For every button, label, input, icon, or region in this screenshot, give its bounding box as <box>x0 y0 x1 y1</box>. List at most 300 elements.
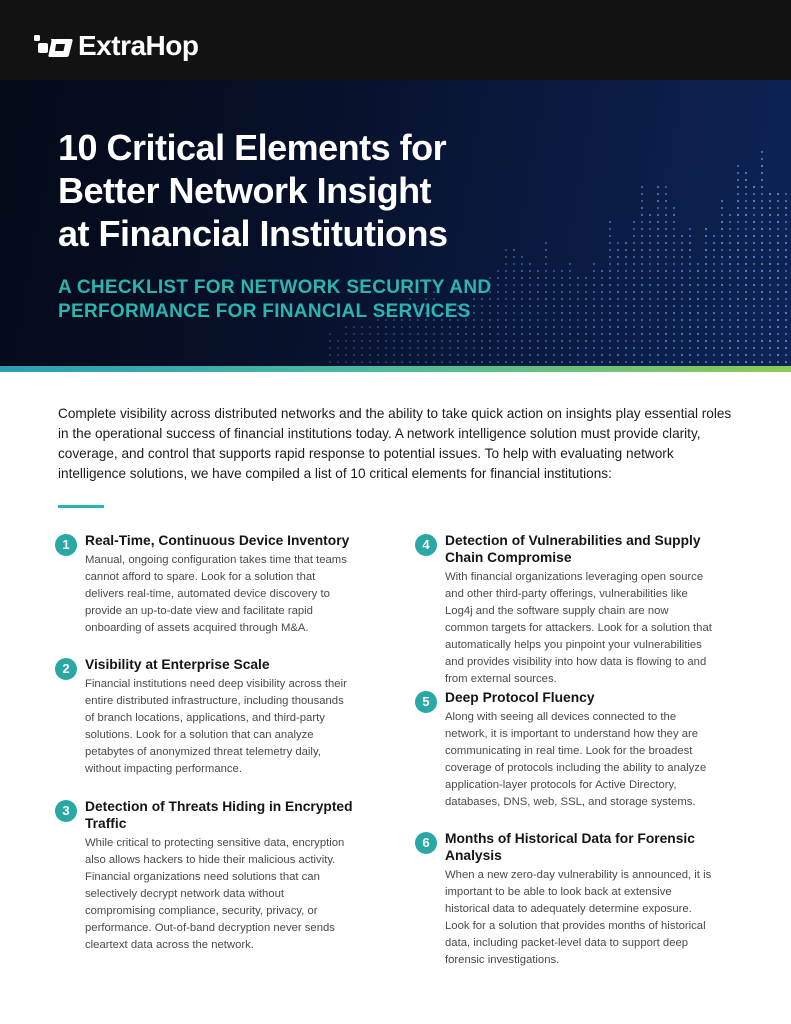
viz-dot <box>729 333 731 335</box>
viz-dot <box>737 256 739 258</box>
viz-dot <box>577 326 579 328</box>
viz-dot <box>673 284 675 286</box>
viz-dot <box>657 312 659 314</box>
viz-dot <box>721 242 723 244</box>
viz-dot <box>761 165 763 167</box>
viz-dot <box>777 193 779 195</box>
viz-dot <box>665 333 667 335</box>
viz-dot <box>761 361 763 363</box>
viz-dot <box>785 221 787 223</box>
viz-dot <box>761 221 763 223</box>
viz-dot <box>657 291 659 293</box>
viz-dot <box>633 305 635 307</box>
viz-dot <box>689 326 691 328</box>
viz-dot <box>473 354 475 356</box>
viz-dot <box>729 277 731 279</box>
viz-dot <box>401 347 403 349</box>
viz-dot <box>721 347 723 349</box>
viz-dot <box>665 256 667 258</box>
viz-dot <box>721 340 723 342</box>
viz-dot <box>329 333 331 335</box>
viz-dot <box>681 291 683 293</box>
viz-dot <box>753 207 755 209</box>
viz-dot <box>593 340 595 342</box>
intro-paragraph: Complete visibility across distributed networks and the ability to take quick action on insights play essential roles in the operational success of financial institutions today. A network intelligence solution must provide clarity, coverage, and control that supports rapid response to potential issues. To help with evaluating network intelligence solutions, we have compiled a list of 10 critical elements for financial institutions: <box>58 406 732 481</box>
viz-dot <box>473 326 475 328</box>
viz-dot <box>657 298 659 300</box>
viz-dot <box>449 326 451 328</box>
viz-dot <box>521 263 523 265</box>
viz-dot <box>593 333 595 335</box>
viz-dot <box>737 298 739 300</box>
viz-dot <box>665 361 667 363</box>
viz-dot <box>601 270 603 272</box>
viz-dot <box>673 326 675 328</box>
viz-dot <box>609 347 611 349</box>
viz-dot <box>473 347 475 349</box>
viz-dot <box>737 207 739 209</box>
viz-dot <box>657 235 659 237</box>
viz-dot <box>609 228 611 230</box>
viz-dot <box>745 186 747 188</box>
viz-dot <box>761 193 763 195</box>
viz-dot <box>785 326 787 328</box>
viz-dot <box>561 340 563 342</box>
viz-dot <box>641 340 643 342</box>
viz-dot <box>785 312 787 314</box>
viz-dot <box>745 256 747 258</box>
viz-dot <box>721 214 723 216</box>
viz-dot <box>657 242 659 244</box>
viz-dot <box>729 263 731 265</box>
viz-dot <box>641 298 643 300</box>
viz-dot <box>409 354 411 356</box>
viz-dot <box>761 151 763 153</box>
viz-dot <box>681 270 683 272</box>
viz-dot <box>585 347 587 349</box>
viz-dot <box>705 340 707 342</box>
viz-dot <box>617 319 619 321</box>
viz-dot <box>681 326 683 328</box>
viz-dot <box>353 340 355 342</box>
viz-dot <box>441 333 443 335</box>
viz-dot <box>761 319 763 321</box>
page-subtitle <box>58 276 578 324</box>
viz-dot <box>785 242 787 244</box>
checklist-item <box>415 830 715 969</box>
viz-dot <box>769 347 771 349</box>
viz-dot <box>721 319 723 321</box>
viz-dot <box>745 361 747 363</box>
viz-dot <box>745 319 747 321</box>
viz-dot <box>625 270 627 272</box>
viz-dot <box>633 270 635 272</box>
viz-dot <box>617 361 619 363</box>
viz-dot <box>657 200 659 202</box>
viz-dot <box>593 361 595 363</box>
viz-dot <box>737 193 739 195</box>
viz-dot <box>609 291 611 293</box>
viz-dot <box>609 221 611 223</box>
viz-dot <box>585 298 587 300</box>
viz-dot <box>697 326 699 328</box>
viz-dot <box>481 326 483 328</box>
viz-dot <box>617 249 619 251</box>
viz-dot <box>673 340 675 342</box>
viz-dot <box>769 256 771 258</box>
viz-dot <box>649 214 651 216</box>
viz-dot <box>417 333 419 335</box>
viz-dot <box>769 340 771 342</box>
checklist-item <box>55 656 355 798</box>
viz-dot <box>529 354 531 356</box>
viz-dot <box>425 333 427 335</box>
viz-dot <box>785 207 787 209</box>
viz-dot <box>753 228 755 230</box>
item-number-badge: 4 <box>415 534 437 556</box>
viz-dot <box>641 361 643 363</box>
viz-dot <box>513 263 515 265</box>
viz-dot <box>553 340 555 342</box>
viz-dot <box>697 298 699 300</box>
viz-dot <box>457 361 459 363</box>
viz-dot <box>497 354 499 356</box>
viz-dot <box>505 263 507 265</box>
viz-dot <box>785 256 787 258</box>
viz-dot <box>649 305 651 307</box>
viz-dot <box>377 347 379 349</box>
viz-dot <box>609 242 611 244</box>
viz-dot <box>729 326 731 328</box>
viz-dot <box>761 333 763 335</box>
viz-dot <box>657 270 659 272</box>
viz-dot <box>657 319 659 321</box>
viz-dot <box>665 340 667 342</box>
viz-dot <box>593 270 595 272</box>
viz-dot <box>721 263 723 265</box>
viz-dot <box>505 256 507 258</box>
viz-dot <box>609 256 611 258</box>
viz-dot <box>473 333 475 335</box>
viz-dot <box>697 319 699 321</box>
viz-dot <box>641 305 643 307</box>
viz-dot <box>761 340 763 342</box>
viz-dot <box>593 298 595 300</box>
viz-dot <box>665 186 667 188</box>
viz-dot <box>777 340 779 342</box>
viz-dot <box>513 333 515 335</box>
viz-dot <box>585 361 587 363</box>
viz-dot <box>761 207 763 209</box>
viz-dot <box>769 221 771 223</box>
viz-dot <box>369 333 371 335</box>
viz-dot <box>761 347 763 349</box>
viz-dot <box>641 312 643 314</box>
viz-dot <box>433 326 435 328</box>
viz-dot <box>353 354 355 356</box>
viz-dot <box>761 277 763 279</box>
viz-dot <box>497 361 499 363</box>
viz-dot <box>633 235 635 237</box>
viz-dot <box>585 312 587 314</box>
viz-dot <box>657 228 659 230</box>
viz-dot <box>737 326 739 328</box>
viz-dot <box>641 186 643 188</box>
viz-dot <box>737 347 739 349</box>
item-title: Detection of Vulnerabilities and Supply Chain Compromise <box>445 533 701 565</box>
viz-dot <box>329 361 331 363</box>
viz-dot <box>737 214 739 216</box>
viz-dot <box>721 256 723 258</box>
viz-dot <box>745 326 747 328</box>
viz-dot <box>713 277 715 279</box>
viz-dot <box>689 305 691 307</box>
viz-dot <box>609 340 611 342</box>
viz-dot <box>617 242 619 244</box>
item-title: Deep Protocol Fluency <box>445 690 595 705</box>
viz-dot <box>689 347 691 349</box>
viz-dot <box>497 333 499 335</box>
extrahop-logo[interactable] <box>34 30 198 62</box>
viz-dot <box>665 214 667 216</box>
viz-dot <box>697 312 699 314</box>
viz-dot <box>769 305 771 307</box>
viz-dot <box>665 305 667 307</box>
viz-dot <box>769 284 771 286</box>
viz-dot <box>609 319 611 321</box>
viz-dot <box>769 312 771 314</box>
viz-dot <box>537 347 539 349</box>
viz-dot <box>609 235 611 237</box>
viz-dot <box>401 340 403 342</box>
header-bar <box>0 0 791 80</box>
viz-dot <box>585 340 587 342</box>
viz-dot <box>633 326 635 328</box>
viz-dot <box>625 291 627 293</box>
viz-dot <box>769 193 771 195</box>
viz-dot <box>569 326 571 328</box>
viz-dot <box>425 354 427 356</box>
viz-dot <box>737 361 739 363</box>
viz-dot <box>401 354 403 356</box>
viz-dot <box>665 207 667 209</box>
viz-dot <box>777 214 779 216</box>
viz-dot <box>577 354 579 356</box>
viz-dot <box>345 326 347 328</box>
viz-dot <box>569 354 571 356</box>
viz-dot <box>433 333 435 335</box>
viz-dot <box>601 361 603 363</box>
viz-dot <box>625 256 627 258</box>
viz-dot <box>769 326 771 328</box>
viz-dot <box>761 291 763 293</box>
viz-dot <box>697 305 699 307</box>
viz-dot <box>641 277 643 279</box>
viz-dot <box>649 249 651 251</box>
viz-dot <box>673 263 675 265</box>
viz-dot <box>737 235 739 237</box>
viz-dot <box>761 179 763 181</box>
viz-dot <box>745 249 747 251</box>
viz-dot <box>409 340 411 342</box>
viz-dot <box>649 291 651 293</box>
viz-dot <box>633 354 635 356</box>
viz-dot <box>593 319 595 321</box>
viz-dot <box>649 221 651 223</box>
viz-dot <box>753 340 755 342</box>
viz-dot <box>745 333 747 335</box>
viz-dot <box>689 263 691 265</box>
page-title <box>58 126 578 255</box>
viz-dot <box>689 298 691 300</box>
item-body: Manual, ongoing configuration takes time that teams cannot afford to spare. Look for a solution that delivers real-time, automated device discovery to provide an up-to-date view and facilitate rapid onboarding of assets acquired through M&A. <box>85 554 347 634</box>
viz-dot <box>449 340 451 342</box>
viz-dot <box>401 333 403 335</box>
viz-dot <box>721 200 723 202</box>
viz-dot <box>657 193 659 195</box>
viz-dot <box>785 249 787 251</box>
viz-dot <box>585 291 587 293</box>
viz-dot <box>369 340 371 342</box>
viz-dot <box>673 228 675 230</box>
viz-dot <box>737 270 739 272</box>
viz-dot <box>673 361 675 363</box>
viz-dot <box>625 249 627 251</box>
viz-dot <box>705 333 707 335</box>
viz-dot <box>681 298 683 300</box>
viz-dot <box>777 263 779 265</box>
viz-dot <box>777 200 779 202</box>
viz-dot <box>745 193 747 195</box>
viz-dot <box>377 361 379 363</box>
viz-dot <box>625 354 627 356</box>
viz-dot <box>561 347 563 349</box>
viz-dot <box>769 319 771 321</box>
viz-dot <box>633 256 635 258</box>
viz-dot <box>673 256 675 258</box>
viz-dot <box>769 235 771 237</box>
viz-dot <box>753 270 755 272</box>
viz-dot <box>769 333 771 335</box>
viz-dot <box>697 284 699 286</box>
viz-dot <box>529 340 531 342</box>
viz-dot <box>497 347 499 349</box>
viz-dot <box>353 326 355 328</box>
viz-dot <box>681 354 683 356</box>
viz-dot <box>545 256 547 258</box>
viz-dot <box>593 291 595 293</box>
viz-dot <box>657 284 659 286</box>
viz-dot <box>617 326 619 328</box>
viz-dot <box>737 319 739 321</box>
viz-dot <box>505 361 507 363</box>
viz-dot <box>673 298 675 300</box>
viz-dot <box>609 354 611 356</box>
viz-dot <box>497 326 499 328</box>
viz-dot <box>449 354 451 356</box>
viz-dot <box>473 361 475 363</box>
viz-dot <box>713 354 715 356</box>
viz-dot <box>521 340 523 342</box>
viz-dot <box>681 333 683 335</box>
viz-dot <box>681 277 683 279</box>
viz-dot <box>689 242 691 244</box>
viz-dot <box>665 312 667 314</box>
viz-dot <box>617 305 619 307</box>
viz-dot <box>753 249 755 251</box>
viz-dot <box>441 326 443 328</box>
item-title: Detection of Threats Hiding in Encrypted Traffic <box>85 799 353 831</box>
viz-dot <box>705 298 707 300</box>
viz-dot <box>657 256 659 258</box>
viz-dot <box>529 263 531 265</box>
item-body: With financial organizations leveraging open source and other third-party offerings, vulnerabilities like Log4j and the software supply chain are now common targets for attackers. Look for a solution that automatically helps you pinpoint your vulnerabilities and provides visibility into how data is flowing to and from external sources. <box>445 571 712 685</box>
viz-dot <box>713 361 715 363</box>
viz-dot <box>785 305 787 307</box>
viz-dot <box>649 354 651 356</box>
viz-dot <box>393 326 395 328</box>
viz-dot <box>449 333 451 335</box>
viz-dot <box>745 214 747 216</box>
viz-dot <box>721 354 723 356</box>
viz-dot <box>513 347 515 349</box>
viz-dot <box>377 354 379 356</box>
viz-dot <box>673 333 675 335</box>
viz-dot <box>761 263 763 265</box>
viz-dot <box>745 284 747 286</box>
viz-dot <box>745 291 747 293</box>
viz-dot <box>433 361 435 363</box>
viz-dot <box>345 347 347 349</box>
viz-dot <box>721 333 723 335</box>
viz-dot <box>545 354 547 356</box>
viz-dot <box>721 298 723 300</box>
viz-dot <box>673 221 675 223</box>
viz-dot <box>785 228 787 230</box>
viz-dot <box>737 228 739 230</box>
viz-dot <box>753 235 755 237</box>
viz-dot <box>569 333 571 335</box>
viz-dot <box>721 221 723 223</box>
viz-dot <box>681 284 683 286</box>
viz-dot <box>577 333 579 335</box>
viz-dot <box>737 263 739 265</box>
viz-dot <box>705 249 707 251</box>
viz-dot <box>737 242 739 244</box>
viz-dot <box>649 312 651 314</box>
viz-dot <box>593 284 595 286</box>
viz-dot <box>617 284 619 286</box>
viz-dot <box>665 284 667 286</box>
viz-dot <box>769 277 771 279</box>
viz-dot <box>649 340 651 342</box>
viz-dot <box>697 347 699 349</box>
viz-dot <box>481 333 483 335</box>
viz-dot <box>745 179 747 181</box>
viz-dot <box>745 270 747 272</box>
viz-dot <box>785 277 787 279</box>
viz-dot <box>753 361 755 363</box>
viz-dot <box>601 284 603 286</box>
viz-dot <box>513 361 515 363</box>
viz-dot <box>601 319 603 321</box>
viz-dot <box>545 333 547 335</box>
viz-dot <box>729 221 731 223</box>
viz-dot <box>385 354 387 356</box>
viz-dot <box>777 354 779 356</box>
viz-dot <box>569 347 571 349</box>
viz-dot <box>465 333 467 335</box>
